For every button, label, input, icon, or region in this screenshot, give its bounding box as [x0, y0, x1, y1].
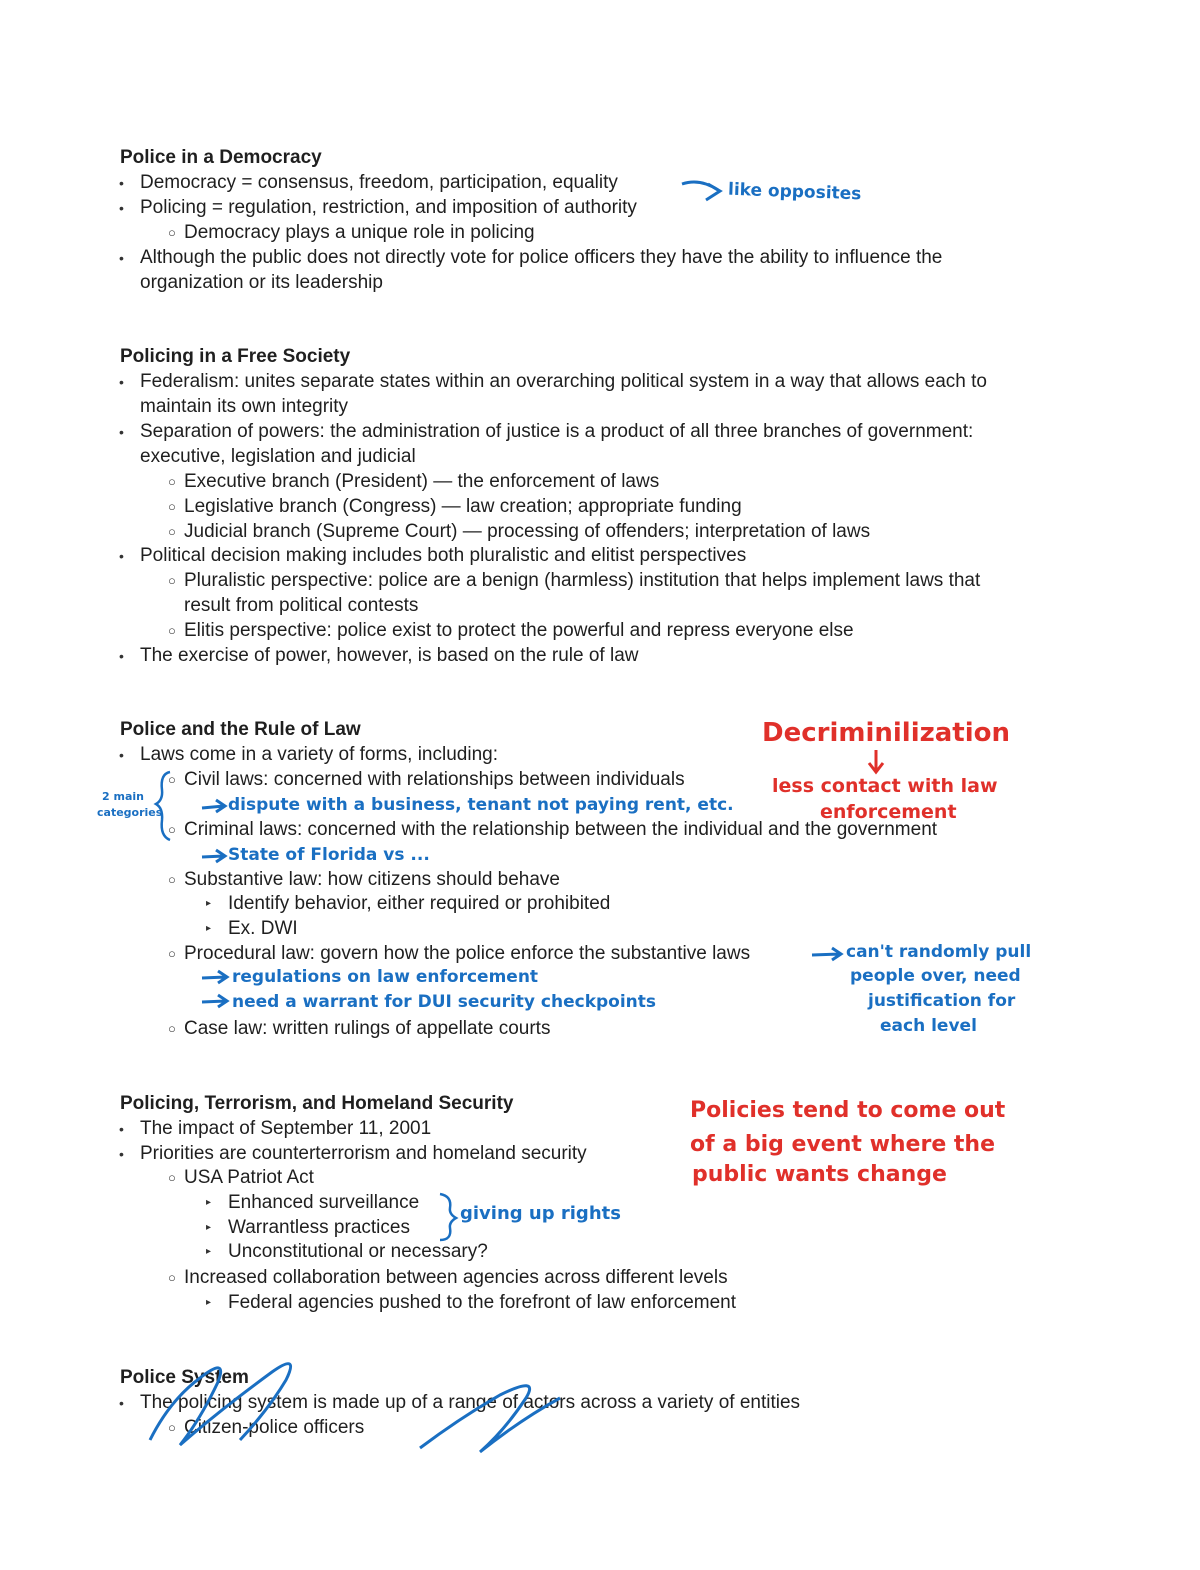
- list-item: Unconstitutional or necessary?: [228, 1241, 488, 1262]
- section-title-free-society: Policing in a Free Society: [120, 346, 351, 367]
- section-title-democracy: Police in a Democracy: [120, 147, 322, 168]
- list-item: Elitis perspective: police exist to protect the powerful and repress everyone else: [184, 620, 854, 641]
- bullet-icon: •: [119, 1121, 124, 1137]
- bullet-icon: •: [119, 250, 124, 266]
- handwritten-note-policies-2: of a big event where the: [690, 1132, 996, 1157]
- arrow-icon: [202, 850, 225, 862]
- section-title-terrorism: Policing, Terrorism, and Homeland Security: [120, 1093, 514, 1114]
- handwritten-note-warrant: need a warrant for DUI security checkpoints: [232, 992, 657, 1012]
- bullet-icon: •: [119, 1395, 124, 1411]
- sub-bullet-icon: ○: [168, 1420, 176, 1435]
- bullet-icon: •: [119, 200, 124, 216]
- sub-bullet-icon: ○: [168, 225, 176, 240]
- list-item: Civil laws: concerned with relationships between individuals: [184, 769, 685, 790]
- arrow-bullet-icon: ▸: [206, 1246, 212, 1257]
- arrow-icon: [812, 948, 841, 960]
- handwritten-note-cant-4: each level: [880, 1016, 977, 1036]
- list-item: Federalism: unites separate states within an overarching political system in a way that allows each to: [140, 371, 987, 392]
- list-item: Warrantless practices: [228, 1217, 410, 1238]
- list-item-continuation: organization or its leadership: [140, 272, 383, 293]
- arrow-icon: [202, 800, 225, 812]
- list-item: Pluralistic perspective: police are a benign (harmless) institution that helps implement laws that: [184, 570, 981, 591]
- arrow-icon: [706, 184, 720, 200]
- brace-icon: [440, 1194, 456, 1240]
- handwritten-note-policies-3: public wants change: [692, 1162, 947, 1187]
- sub-bullet-icon: ○: [168, 499, 176, 514]
- list-item: Democracy = consensus, freedom, participation, equality: [140, 172, 618, 193]
- handwritten-note-categories: categories: [97, 806, 163, 819]
- arrow-bullet-icon: ▸: [206, 1197, 212, 1208]
- handwritten-note-dispute: dispute with a business, tenant not paying rent, etc.: [228, 795, 734, 815]
- list-item: Identify behavior, either required or prohibited: [228, 893, 611, 914]
- down-arrow-icon: [869, 750, 883, 772]
- arrow-bullet-icon: ▸: [206, 1297, 212, 1308]
- list-item: Separation of powers: the administration of justice is a product of all three branches of government:: [140, 421, 974, 442]
- section-title-police-system: Police System: [120, 1367, 249, 1388]
- bullet-icon: •: [119, 747, 124, 763]
- list-item: Enhanced surveillance: [228, 1192, 420, 1213]
- arrow-icon: [682, 182, 718, 190]
- sub-bullet-icon: ○: [168, 524, 176, 539]
- arrow-icon: [202, 971, 227, 983]
- list-item: Political decision making includes both pluralistic and elitist perspectives: [140, 545, 747, 566]
- section-title-rule-of-law: Police and the Rule of Law: [120, 719, 361, 740]
- bullet-icon: •: [119, 424, 124, 440]
- sub-bullet-icon: ○: [168, 772, 176, 787]
- list-item: Federal agencies pushed to the forefront of law enforcement: [228, 1292, 737, 1313]
- list-item-continuation: maintain its own integrity: [140, 396, 349, 417]
- sub-bullet-icon: ○: [168, 822, 176, 837]
- sub-bullet-icon: ○: [168, 1170, 176, 1185]
- bullet-icon: •: [119, 374, 124, 390]
- handwritten-note-policies-1: Policies tend to come out: [690, 1098, 1006, 1123]
- list-item: Criminal laws: concerned with the relationship between the individual and the government: [184, 819, 938, 840]
- handwritten-note-cant-1: can't randomly pull: [846, 942, 1032, 962]
- arrow-bullet-icon: ▸: [206, 1222, 212, 1233]
- sub-bullet-icon: ○: [168, 474, 176, 489]
- handwritten-note-state-of-florida: State of Florida vs ...: [228, 845, 430, 865]
- sub-bullet-icon: ○: [168, 573, 176, 588]
- list-item: Increased collaboration between agencies across different levels: [184, 1267, 728, 1288]
- list-item: Laws come in a variety of forms, including:: [140, 744, 498, 765]
- list-item: Ex. DWI: [228, 918, 298, 939]
- handwritten-note-decriminalization: Decriminilization: [762, 718, 1011, 748]
- list-item: Judicial branch (Supreme Court) — processing of offenders; interpretation of laws: [184, 521, 871, 542]
- list-item: Procedural law: govern how the police enforce the substantive laws: [184, 943, 751, 964]
- list-item: The impact of September 11, 2001: [140, 1118, 432, 1139]
- list-item: Priorities are counterterrorism and homeland security: [140, 1143, 587, 1164]
- sub-bullet-icon: ○: [168, 946, 176, 961]
- sub-bullet-icon: ○: [168, 623, 176, 638]
- bullet-icon: •: [119, 175, 124, 191]
- list-item: Citizen-police officers: [184, 1417, 365, 1438]
- handwritten-note-regulations: regulations on law enforcement: [232, 967, 539, 987]
- list-item: Legislative branch (Congress) — law creation; appropriate funding: [184, 496, 742, 517]
- arrow-bullet-icon: ▸: [206, 898, 212, 909]
- arrow-bullet-icon: ▸: [206, 923, 212, 934]
- bullet-icon: •: [119, 1146, 124, 1162]
- handwritten-note-decrim-line2: enforcement: [820, 801, 957, 823]
- sub-bullet-icon: ○: [168, 872, 176, 887]
- handwritten-note-two-main: 2 main: [102, 790, 144, 803]
- handwritten-note-giving-up-rights: giving up rights: [460, 1203, 621, 1224]
- bullet-icon: •: [119, 648, 124, 664]
- list-item: USA Patriot Act: [184, 1167, 314, 1188]
- bullet-icon: •: [119, 548, 124, 564]
- list-item: Substantive law: how citizens should behave: [184, 869, 561, 890]
- list-item: Case law: written rulings of appellate courts: [184, 1018, 551, 1039]
- arrow-icon: [202, 995, 227, 1007]
- handwritten-note-decrim-line1: less contact with law: [772, 775, 998, 797]
- list-item: Executive branch (President) — the enforcement of laws: [184, 471, 660, 492]
- list-item: Democracy plays a unique role in policing: [184, 222, 535, 243]
- sub-bullet-icon: ○: [168, 1270, 176, 1285]
- handwritten-note-like-opposites: like opposites: [727, 179, 862, 205]
- handwritten-note-cant-3: justification for: [868, 991, 1016, 1011]
- list-item: The policing system is made up of a range of actors across a variety of entities: [140, 1392, 801, 1413]
- list-item: The exercise of power, however, is based on the rule of law: [140, 645, 639, 666]
- list-item: Policing = regulation, restriction, and imposition of authority: [140, 197, 637, 218]
- list-item: Although the public does not directly vote for police officers they have the ability to influence the: [140, 247, 943, 268]
- handwritten-note-cant-2: people over, need: [850, 966, 1021, 986]
- list-item-continuation: result from political contests: [184, 595, 419, 616]
- list-item-continuation: executive, legislation and judicial: [140, 446, 416, 467]
- sub-bullet-icon: ○: [168, 1021, 176, 1036]
